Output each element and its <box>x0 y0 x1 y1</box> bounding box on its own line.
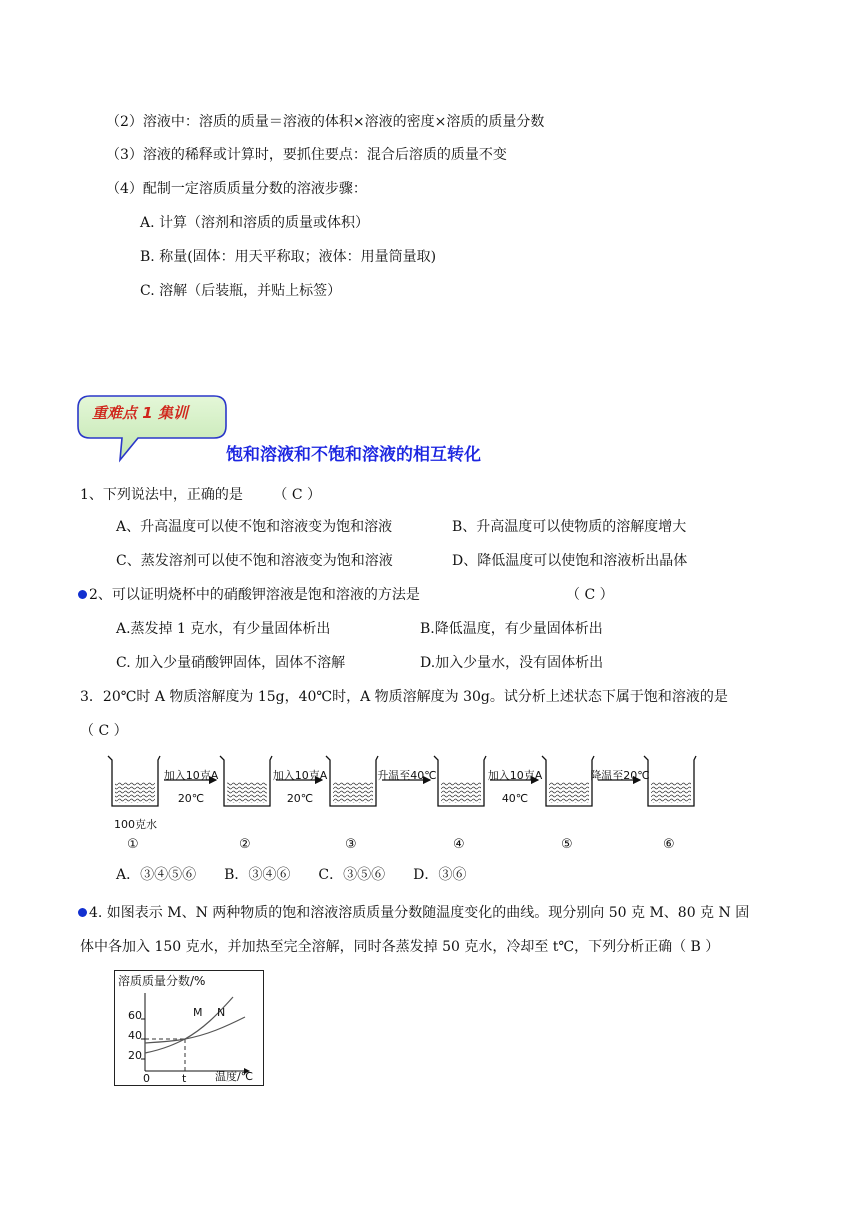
intro-step-b: B. 称量(固体：用天平称取；液体：用量筒量取) <box>140 249 437 265</box>
q2-option-b: B.降低温度，有少量固体析出 <box>420 621 603 637</box>
intro-step-c: C. 溶解（后装瓶，并贴上标签） <box>140 283 342 299</box>
bullet-dot-icon <box>78 908 87 917</box>
step-4-temperature: 40℃ <box>501 792 529 805</box>
intro-point-2: （2）溶液中：溶质的质量＝溶液的体积×溶液的密度×溶质的质量分数 <box>106 114 545 130</box>
curve-m-label: M <box>193 1006 203 1019</box>
solubility-graph <box>114 970 264 1086</box>
beaker-number-2: ② <box>239 837 251 852</box>
curve-n-label: N <box>217 1006 226 1019</box>
q1-option-b: B、升高温度可以使物质的溶解度增大 <box>452 519 687 535</box>
beaker-number-3: ③ <box>345 837 357 852</box>
q4-line-2: 体中各加入 150 克水，并加热至完全溶解，同时各蒸发掉 50 克水，冷却至 t℃，下列分析正确（ B ） <box>80 939 720 955</box>
y-tick-40: 40 <box>128 1029 142 1042</box>
step-1-action: 加入10克A <box>163 769 219 782</box>
q1-option-d: D、降低温度可以使饱和溶液析出晶体 <box>452 553 688 569</box>
q2-option-d: D.加入少量水，没有固体析出 <box>420 655 604 671</box>
q2-stem-text: 2、可以证明烧杯中的硝酸钾溶液是饱和溶液的方法是 <box>89 587 420 603</box>
beaker-3 <box>326 756 378 806</box>
beaker-number-6: ⑥ <box>663 837 675 852</box>
beaker-number-1: ① <box>127 837 139 852</box>
water-label: 100克水 <box>114 818 157 831</box>
q1-stem <box>80 486 321 504</box>
beaker-4 <box>434 756 486 806</box>
step-2-temperature: 20℃ <box>286 792 314 805</box>
beaker-2 <box>220 756 272 806</box>
graph-title: 溶质质量分数/% <box>118 974 206 988</box>
q1-option-c: C、蒸发溶剂可以使不饱和溶液变为饱和溶液 <box>116 553 393 569</box>
q2-stem <box>78 586 420 604</box>
y-tick-60: 60 <box>128 1009 142 1022</box>
beaker-number-4: ④ <box>453 837 465 852</box>
q3-stem: 3．20℃时 A 物质溶解度为 15g，40℃时，A 物质溶解度为 30g。试分析上述状态下属于饱和溶液的是 <box>80 689 728 705</box>
q1-answer: （ C ） <box>273 487 321 503</box>
intro-point-4: （4）配制一定溶质质量分数的溶液步骤： <box>106 181 367 197</box>
q2-option-c: C. 加入少量硝酸钾固体，固体不溶解 <box>116 655 346 671</box>
step-3-action: 升温至40℃ <box>377 769 437 782</box>
bullet-dot-icon <box>78 590 87 599</box>
step-5-action: 降温至20℃ <box>590 769 650 782</box>
q4-text-1: 4. 如图表示 M、N 两种物质的饱和溶液溶质质量分数随温度变化的曲线。现分别向 50 克 M、80 克 N 固 <box>89 905 750 921</box>
intro-point-3: （3）溶液的稀释或计算时，要抓住要点：混合后溶质的质量不变 <box>106 147 507 163</box>
q1-option-a: A、升高温度可以使不饱和溶液变为饱和溶液 <box>116 519 393 535</box>
step-4-action: 加入10克A <box>487 769 543 782</box>
section-title: 饱和溶液和不饱和溶液的相互转化 <box>226 445 481 465</box>
x-tick-t: t <box>182 1072 187 1085</box>
intro-step-a: A. 计算（溶剂和溶质的质量或体积） <box>140 215 370 231</box>
x-tick-0: 0 <box>143 1072 150 1085</box>
q4-line-1 <box>78 904 749 922</box>
step-1-temperature: 20℃ <box>177 792 205 805</box>
step-2-action: 加入10克A <box>272 769 328 782</box>
beaker-6 <box>644 756 696 806</box>
q2-option-a: A.蒸发掉 1 克水，有少量固体析出 <box>116 621 331 637</box>
beaker-number-5: ⑤ <box>561 837 573 852</box>
beaker-1 <box>108 756 160 806</box>
q3-answer: （ C ） <box>80 723 128 739</box>
x-axis-label: 温度/℃ <box>215 1070 254 1083</box>
q2-answer: （ C ） <box>566 587 614 603</box>
q1-stem-text: 1、下列说法中，正确的是 <box>80 487 243 503</box>
q3-options: A．③④⑤⑥ B．③④⑥ C．③⑤⑥ D．③⑥ <box>116 867 467 883</box>
y-tick-20: 20 <box>128 1049 142 1062</box>
callout-label: 重难点 1 集训 <box>92 404 188 422</box>
beaker-5 <box>542 756 594 806</box>
